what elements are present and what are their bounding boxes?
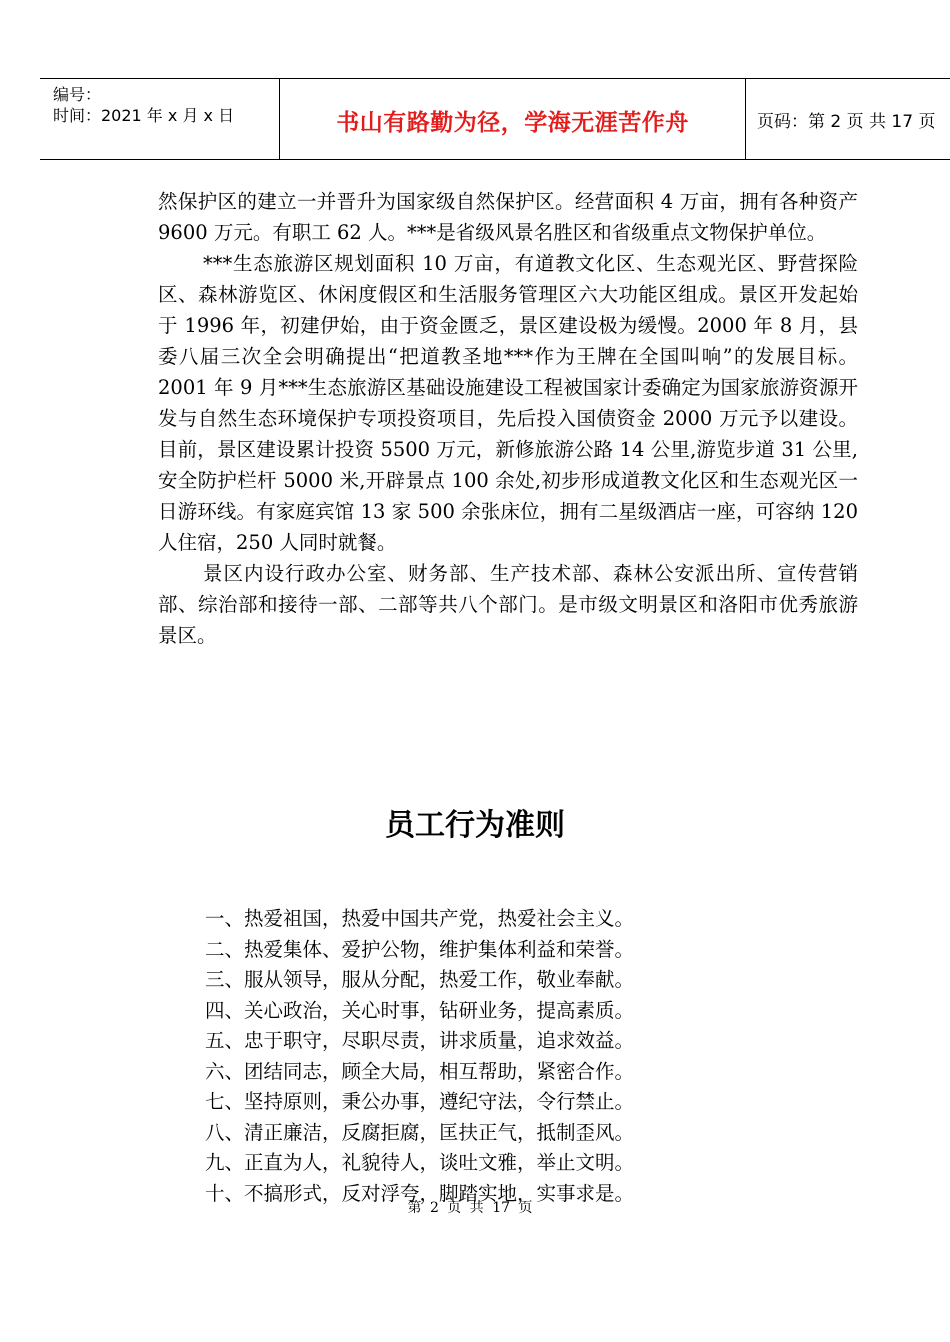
- rule-item: 三、服从领导，服从分配，热爱工作，敬业奉献。: [205, 968, 635, 991]
- rule-item: 五、忠于职守，尽职尽责，讲求质量，追求效益。: [205, 1029, 635, 1052]
- page-header: [40, 78, 950, 160]
- rule-item: 一、热爱祖国，热爱中国共产党，热爱社会主义。: [205, 907, 635, 930]
- rule-item: 六、团结同志，顾全大局，相互帮助，紧密合作。: [205, 1059, 635, 1083]
- header-page-info: 页码：第 2 页 共 17 页: [757, 111, 936, 132]
- header-meta: [40, 79, 280, 159]
- body-paragraph: ***生态旅游区规划面积 10 万亩，有道教文化区、生态观光区、野营探险区、森林游览区、休闲度假区和生活服务管理区六大功能区组成。景区开发起始于 1996 年，初建伊始，由于资金匮乏，景区建设极为缓慢。2000 年 8 月，县委八届三次全会明确提出“把道教圣地***作为王牌在全国叫响”的发展目标。2001 年 9 月***生态旅游区基础设施建设工程被国家计委确定为国家旅游资源开发与自然生态环境保护专项投资项目，先后投入国债资金 2000 万元予以建设。目前，景区建设累计投资 5500 万元，新修旅游公路 14 公里,游览步道 31 公里,安全防护栏杆 5000 米,开辟景点 100 余处,初步形成道教文化区和生态观光区一日游环线。有家庭宾馆 13 家 500 余张床位，拥有二星级酒店一座，可容纳 120 人住宿，250 人同时就餐。: [158, 252, 858, 554]
- page-footer: 第 2 页 共 17 页: [407, 1200, 533, 1216]
- body-text: [158, 186, 858, 651]
- rule-item: 九、正直为人，礼貌待人，谈吐文雅，举止文明。: [205, 1151, 635, 1174]
- header-motto-cell: [280, 79, 746, 159]
- rule-item: 二、热爱集体、爱护公物，维护集体利益和荣誉。: [205, 937, 635, 961]
- section-title: 员工行为准则: [385, 808, 565, 843]
- rule-item: 四、关心政治，关心时事，钻研业务，提高素质。: [205, 998, 635, 1022]
- rules-list: [205, 904, 745, 1209]
- rule-item: 八、清正廉洁，反腐拒腐，匡扶正气，抵制歪风。: [205, 1120, 635, 1144]
- header-motto: 书山有路勤为径，学海无涯苦作舟: [336, 109, 689, 136]
- rule-item: 十、不搞形式，反对浮夸，脚踏实地，实事求是。: [205, 1181, 635, 1205]
- body-paragraph: 景区内设行政办公室、财务部、生产技术部、森林公安派出所、宣传营销部、综治部和接待一部、二部等共八个部门。是市级文明景区和洛阳市优秀旅游景区。: [158, 562, 858, 647]
- rule-item: 七、坚持原则，秉公办事，遵纪守法，令行禁止。: [205, 1090, 635, 1113]
- document-date: 时间：2021 年 x 月 x 日: [53, 106, 235, 125]
- body-paragraph: 然保护区的建立一并晋升为国家级自然保护区。经营面积 4 万亩，拥有各种资产 9600 万元。有职工 62 人。***是省级风景名胜区和省级重点文物保护单位。: [158, 190, 858, 244]
- document-number-label: 编号：: [53, 85, 102, 104]
